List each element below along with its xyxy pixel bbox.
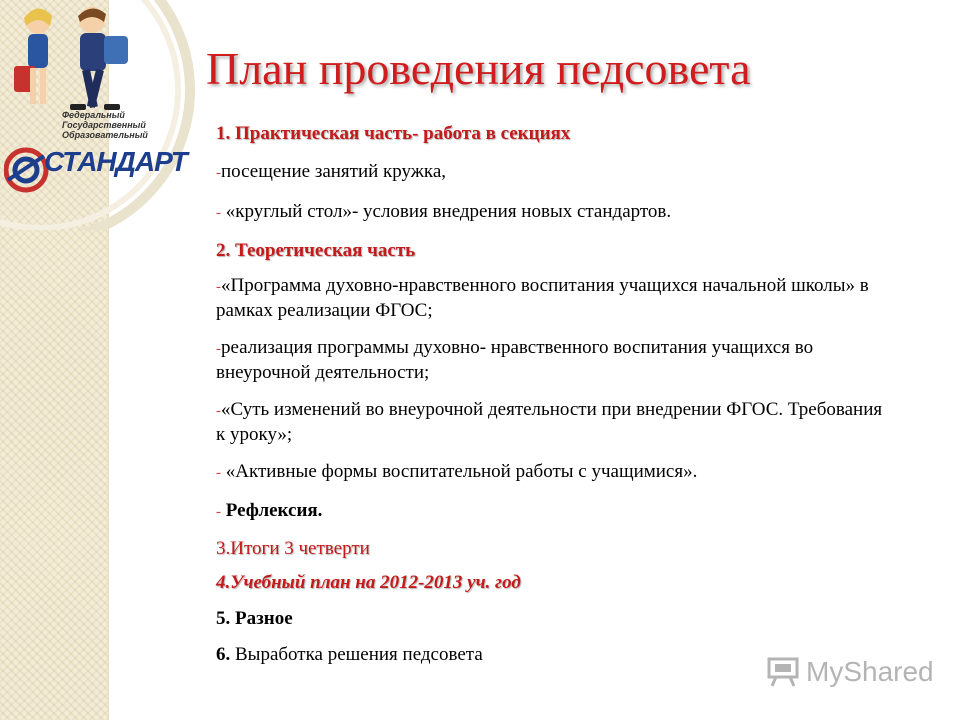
list-item <box>216 398 896 446</box>
bullet-dash: - <box>216 465 221 481</box>
fgos-line-2: Государственный <box>62 120 146 130</box>
list-item-text: «Программа духовно-нравственного воспитания учащихся начальной школы» в рамках реализации ФГОС; <box>216 275 869 321</box>
section-decision-text: Выработка решения педсовета <box>230 644 483 665</box>
section-heading-theory: 2. Теоретическая часть <box>216 240 416 261</box>
list-item <box>216 160 896 185</box>
section-heading-practical: 1. Практическая часть- работа в секциях <box>216 123 571 144</box>
plan-content <box>216 122 896 666</box>
fgos-logo-word: СТАНДАРТ <box>44 146 187 177</box>
presentation-board-icon <box>766 657 800 687</box>
list-item <box>216 460 896 485</box>
fgos-line-3: Образовательный <box>62 130 148 140</box>
fgos-line-1: Федеральный <box>62 110 125 120</box>
bullet-dash: - <box>216 165 221 181</box>
bullet-dash: - <box>216 205 221 221</box>
bullet-dash: - <box>216 403 221 419</box>
list-item-text: Рефлексия. <box>221 500 323 521</box>
list-item <box>216 200 896 225</box>
bullet-dash: - <box>216 279 221 295</box>
list-item-text: «круглый стол»- условия внедрения новых стандартов. <box>221 201 672 222</box>
list-item-text: «Активные формы воспитательной работы с учащимися». <box>221 461 698 482</box>
section-heading-misc: 5. Разное <box>216 608 293 629</box>
page-title: План проведения педсовета <box>206 43 751 94</box>
section-number: 6. <box>216 644 231 665</box>
list-item-reflection <box>216 499 896 524</box>
section-heading-study-plan: 4.Учебный план на 2012-2013 уч. год <box>216 572 521 593</box>
myshared-watermark <box>766 656 934 688</box>
bullet-dash: - <box>216 504 221 520</box>
list-item <box>216 336 896 384</box>
fgos-caption <box>62 110 190 140</box>
list-item <box>216 274 896 322</box>
list-item-text: посещение занятий кружка, <box>221 161 447 182</box>
list-item-text: «Суть изменений во внеурочной деятельности при внедрении ФГОС. Требования к уроку»; <box>216 399 883 445</box>
watermark-text: MyShared <box>806 656 934 687</box>
bullet-dash: - <box>216 341 221 357</box>
list-item-text: реализация программы духовно- нравственного воспитания учащихся во внеурочной деятельности; <box>216 337 814 383</box>
section-heading-quarter-results: 3.Итоги 3 четверти <box>216 538 370 559</box>
